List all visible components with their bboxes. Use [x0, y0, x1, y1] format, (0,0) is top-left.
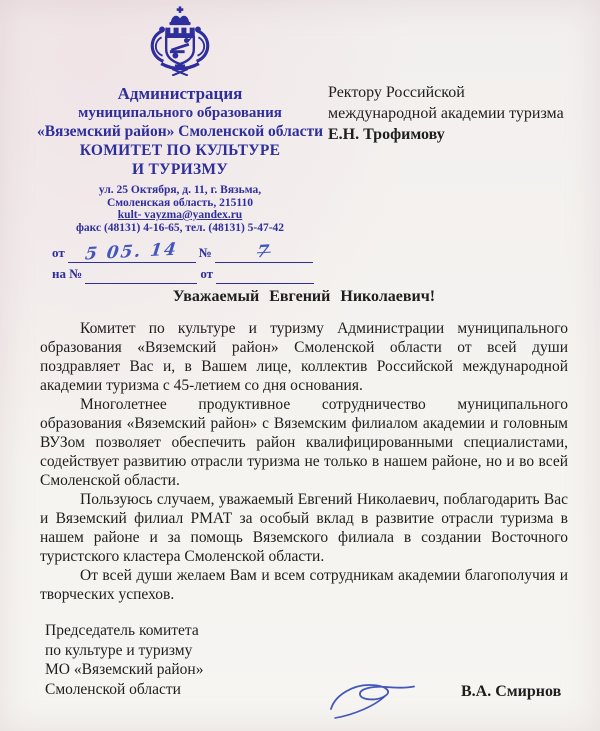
letterhead [28, 6, 332, 285]
org-name-line2: муниципального образования [78, 105, 282, 121]
signer-title-line: Председатель комитета [45, 622, 199, 639]
phone-fax-line: факс (48131) 4-16-65, тел. (48131) 5-47-42 [75, 221, 285, 234]
committee-name-line1: КОМИТЕТ ПО КУЛЬТУРЕ [79, 142, 281, 159]
incoming-ref-row [52, 264, 332, 285]
signer-title-line: Смоленской области [45, 680, 181, 698]
contact-block [28, 184, 332, 234]
paragraph: Многолетнее продуктивное сотрудничество муниципального образования «Вяземский район» с Вяземским филиалом академии и головным ВУЗом позволяет обеспечить район квалифицированными специалистами, содействует развитию отрасли туризма не только в нашем районе, но и во всей Смоленской области. [40, 396, 568, 489]
recipient-line2: международной академии туризма [328, 105, 564, 122]
recipient-line1: Ректору Российской [328, 84, 465, 101]
paragraph: Комитет по культуре и туризму Администрации муниципального образования «Вяземский район» Смоленской области от всей души поздравляет Вас и, в Вашем лице, коллектив Российской международной академии туризма с 45-летием со дня основания. [40, 320, 568, 394]
signature-block [45, 621, 567, 721]
salutation: Уважаемый Евгений Николаевич! [172, 288, 436, 305]
outgoing-ref-row [52, 239, 332, 265]
handwritten-number: 7 [255, 241, 272, 263]
recipient-block [328, 82, 578, 145]
address-line2: Смоленская область, 215110 [106, 196, 254, 209]
reference-block [28, 239, 332, 285]
email-text: kult- vayzma@yandex.ru [117, 209, 243, 221]
paragraphs [40, 319, 568, 604]
date-field [68, 239, 196, 265]
handwritten-signature [323, 675, 418, 720]
coat-of-arms-icon [143, 6, 217, 76]
signer-title-line: по культуре и туризму [45, 641, 193, 659]
number-field [215, 243, 313, 263]
paragraph: От всей души желаем Вам и всем сотрудникам академии благополучия и творческих успехов. [40, 567, 568, 603]
number-label: № [198, 245, 212, 260]
signer-title-line: МО «Вяземский район» [45, 661, 204, 678]
address-line1: ул. 25 Октября, д. 11, г. Вязьма, [98, 184, 262, 196]
paragraph: Пользуюсь случаем, уважаемый Евгений Николаевич, поблагодарить Вас и Вяземский филиал РМАТ за особый вклад в развитие отрасли туризма в нашем районе и за помощь Вяземского филиала в создании Восточного туристского кластера Смоленской области. [40, 491, 568, 565]
recipient-name: Е.Н. Трофимову [328, 126, 445, 143]
org-name-line1: Администрация [117, 84, 243, 103]
reply-number-label: на № [52, 266, 83, 281]
committee-name-line2: И ТУРИЗМУ [131, 161, 229, 178]
signer-title [45, 621, 275, 699]
reply-date-field [216, 264, 314, 284]
letter-body [40, 288, 568, 604]
signer-name: В.А. Смирнов [461, 683, 562, 700]
reply-number-field [85, 264, 197, 284]
handwritten-date: 5 05. 14 [84, 239, 180, 265]
reply-from-label: от [200, 266, 214, 281]
org-name-line3: «Вяземский район» Смоленской области [36, 123, 324, 140]
from-label: от [52, 245, 65, 260]
